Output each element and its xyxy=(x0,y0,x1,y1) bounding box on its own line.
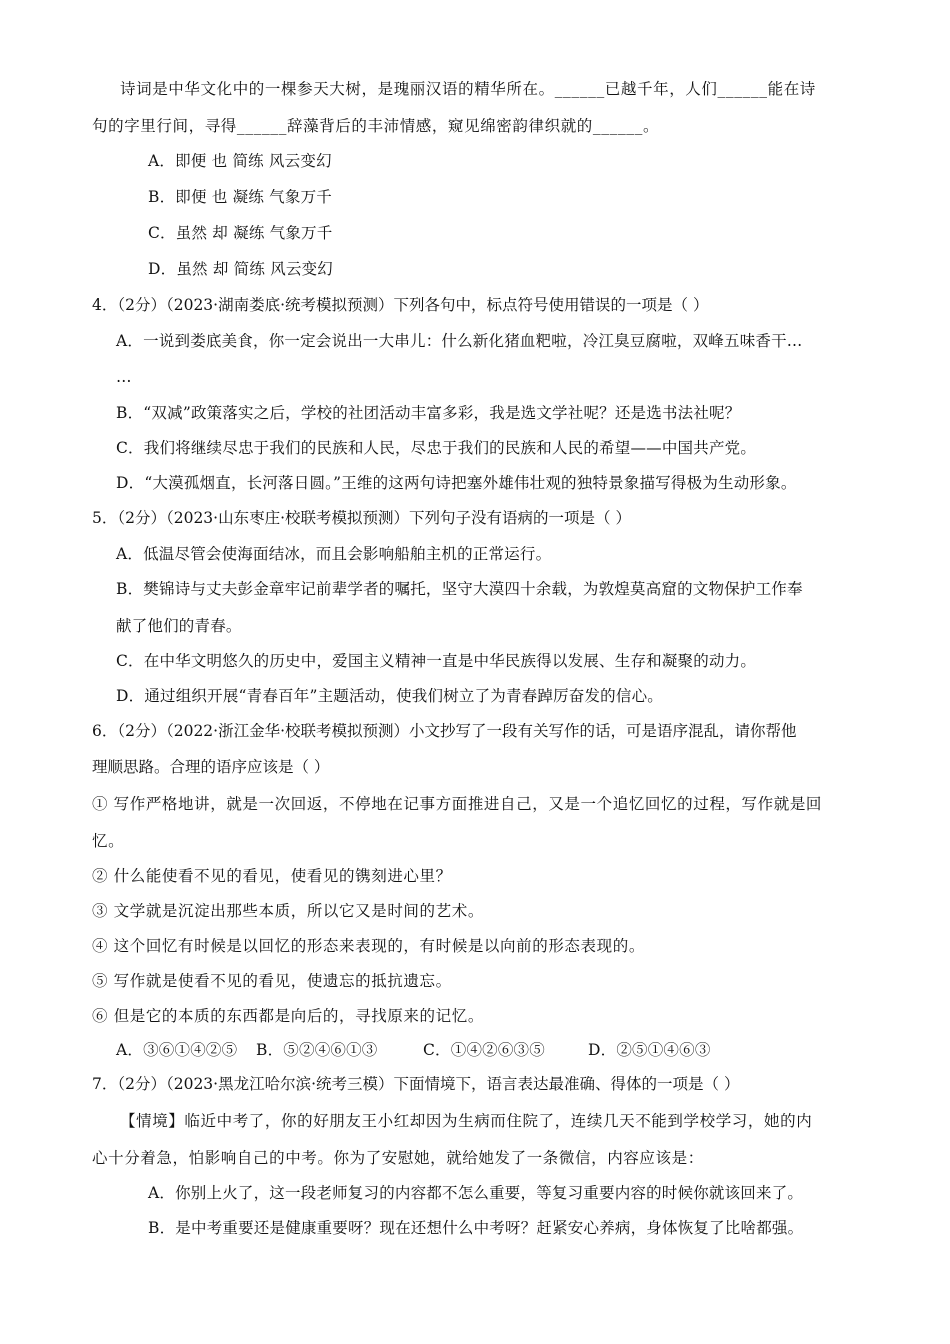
q6-sentence-1: ① 写作严格地讲，就是一次回返，不停地在记事方面推进自己，又是一个追忆回忆的过程，写作就是回 xyxy=(92,795,823,813)
q4-stem: 4．（2分）（2023·湖南娄底·统考模拟预测）下列各句中，标点符号使用错误的一项是（ ） xyxy=(92,296,709,314)
q6-sentence-3: ③ 文学就是沉淀出那些本质，所以它又是时间的艺术。 xyxy=(92,902,484,920)
q5-option-a: A．低温尽管会使海面结冰，而且会影响船舶主机的正常运行。 xyxy=(116,545,552,563)
q6-sentence-6: ⑥ 但是它的本质的东西都是向后的，寻找原来的记忆。 xyxy=(92,1007,484,1025)
q6-sentence-2: ② 什么能使看不见的看见，使看见的镌刻进心里？ xyxy=(92,867,452,885)
q7-context-continued: 心十分着急，怕影响自己的中考。你为了安慰她，就给她发了一条微信，内容应该是： xyxy=(92,1149,704,1167)
q6-option-d: D．②⑤①④⑥③ xyxy=(588,1041,711,1059)
q4-option-a: A．一说到娄底美食，你一定会说出一大串儿：什么新化猪血粑啦，冷江臭豆腐啦，双峰五味香干… xyxy=(116,332,803,350)
q7-stem: 7．（2分）（2023·黑龙江哈尔滨·统考三模）下面情境下，语言表达最准确、得体的一项是（ ） xyxy=(92,1075,740,1093)
q3-option-a: A．即便 也 简练 风云变幻 xyxy=(148,152,332,170)
q3-option-c: C．虽然 却 凝练 气象万千 xyxy=(148,224,333,242)
q4-option-d: D．“大漠孤烟直，长河落日圆。”王维的这两句诗把塞外雄伟壮观的独特景象描写得极为生动形象。 xyxy=(116,474,797,492)
q6-sentence-1-continued: 忆。 xyxy=(92,832,125,850)
q3-option-d: D．虽然 却 简练 风云变幻 xyxy=(148,260,334,278)
q6-option-a: A．③⑥①④②⑤ xyxy=(116,1041,238,1059)
q5-stem: 5．（2分）（2023·山东枣庄·校联考模拟预测）下列句子没有语病的一项是（ ） xyxy=(92,509,631,527)
q6-stem: 6．（2分）（2022·浙江金华·校联考模拟预测）小文抄写了一段有关写作的话，可是语序混乱，请你帮他 xyxy=(92,722,797,740)
q5-option-b: B．樊锦诗与丈夫彭金章牢记前辈学者的嘱托，坚守大漠四十余载，为敦煌莫高窟的文物保护工作奉 xyxy=(116,580,803,598)
q7-context: 【情境】临近中考了，你的好朋友王小红却因为生病而住院了，连续几天不能到学校学习，她的内 xyxy=(120,1112,813,1130)
q5-option-c: C．在中华文明悠久的历史中，爱国主义精神一直是中华民族得以发展、生存和凝聚的动力。 xyxy=(116,652,757,670)
q6-stem-continued: 理顺思路。合理的语序应该是（ ） xyxy=(92,758,330,776)
q6-sentence-5: ⑤ 写作就是使看不见的看见，使遗忘的抵抗遗忘。 xyxy=(92,972,452,990)
q5-option-b-continued: 献了他们的青春。 xyxy=(116,617,242,635)
q4-option-c: C．我们将继续尽忠于我们的民族和人民，尽忠于我们的民族和人民的希望——中国共产党。 xyxy=(116,439,757,457)
q3-option-b: B．即便 也 凝练 气象万千 xyxy=(148,188,332,206)
q6-sentence-4: ④ 这个回忆有时候是以回忆的形态来表现的，有时候是以向前的形态表现的。 xyxy=(92,937,645,955)
q4-option-b: B．“双减”政策落实之后，学校的社团活动丰富多彩，我是选文学社呢？还是选书法社呢？ xyxy=(116,404,741,422)
q6-option-c: C．①④②⑥③⑤ xyxy=(423,1041,545,1059)
q7-option-a: A．你别上火了，这一段老师复习的内容都不怎么重要，等复习重要内容的时候你就该回来了。 xyxy=(148,1184,804,1202)
q4-option-a-continued: … xyxy=(116,368,132,386)
q5-option-d: D．通过组织开展“青春百年”主题活动，使我们树立了为青春踔厉奋发的信心。 xyxy=(116,687,663,705)
q6-option-b: B．⑤②④⑥①③ xyxy=(256,1041,378,1059)
q3-passage-line-1: 诗词是中华文化中的一棵参天大树，是瑰丽汉语的精华所在。______已越千年，人们______能在诗 xyxy=(120,80,816,98)
q7-option-b: B．是中考重要还是健康重要呀？现在还想什么中考呀？赶紧安心养病，身体恢复了比啥都强。 xyxy=(148,1219,804,1237)
q3-passage-line-2: 句的字里行间，寻得______辞藻背后的丰沛情感，窥见绵密韵律织就的______。 xyxy=(92,117,660,135)
